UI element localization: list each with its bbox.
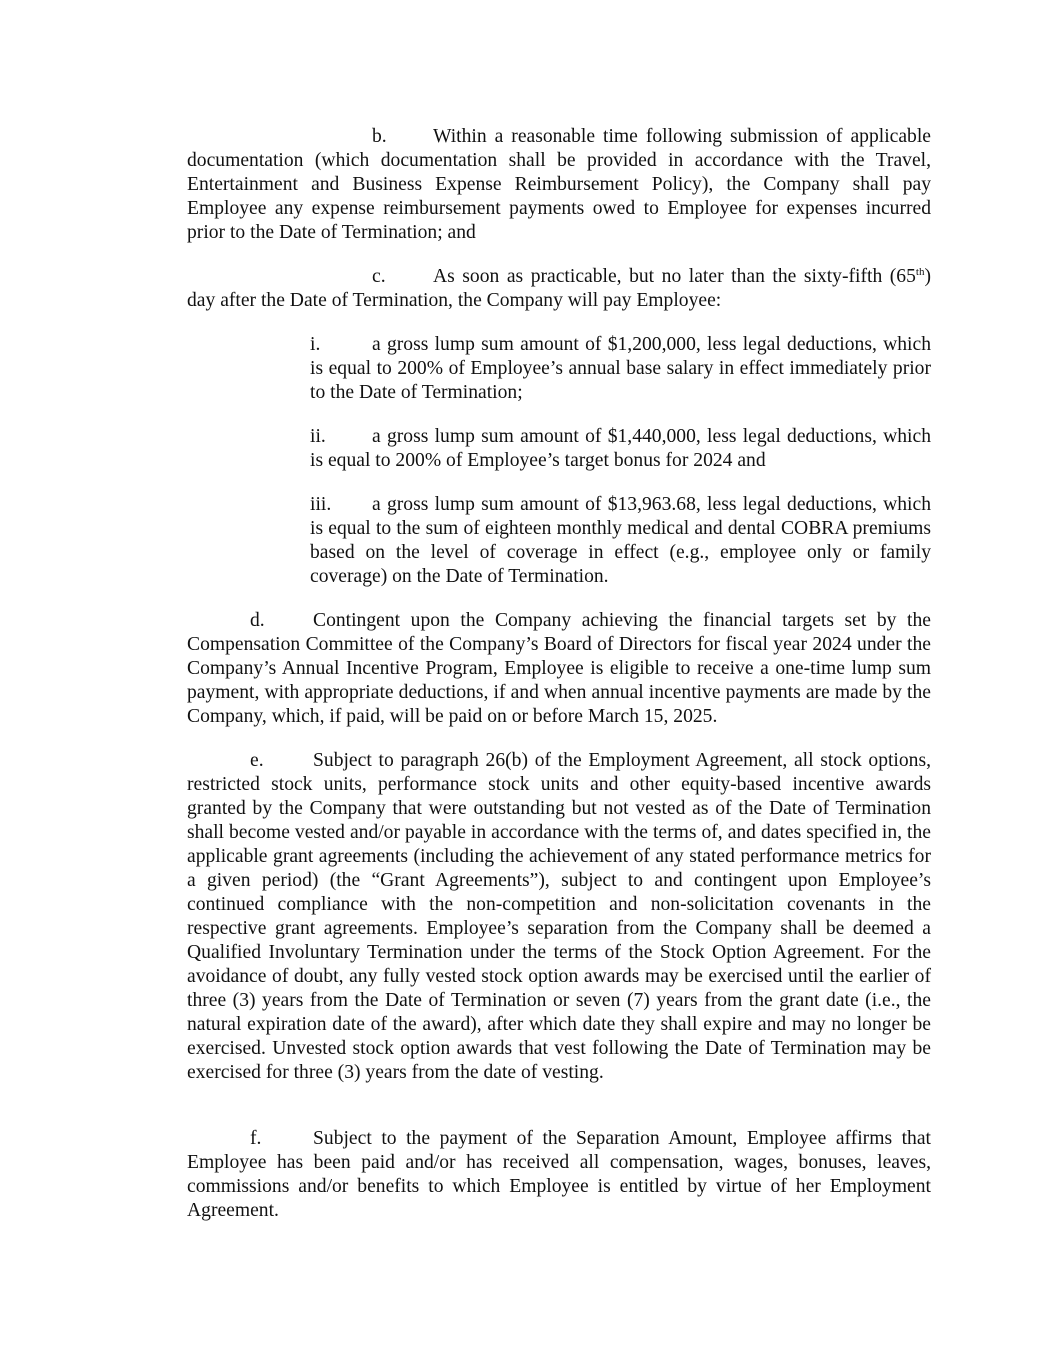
paragraph-e-label: e.: [250, 750, 264, 771]
paragraph-c-label: c.: [372, 266, 386, 287]
paragraph-b-label: b.: [372, 126, 387, 147]
sub-item-ii: [310, 425, 931, 473]
paragraph-e-text: Subject to paragraph 26(b) of the Employment Agreement, all stock options, restricted stock units, performance stock units and other equity-based incentive awards granted by the Company that were outstanding but not vested as of the Date of Termination shall become vested and/or payable in accordance with the terms of, and dates specified in, the applicable grant agreements (including the achievement of any stated performance metrics for a given period) (the “Grant Agreements”), subject to and contingent upon Employee’s continued compliance with the non-competition and non-solicitation covenants in the respective grant agreements. Employee’s separation from the Company shall be deemed a Qualified Involuntary Termination under the terms of the Stock Option Agreement. For the avoidance of doubt, any fully vested stock option awards may be exercised until the earlier of three (3) years from the Date of Termination or seven (7) years from the grant date (i.e., the natural expiration date of the award), after which date they shall expire and may no longer be exercised. Unvested stock option awards that vest following the Date of Termination may be exercised for three (3) years from the date of vesting.: [187, 750, 931, 1083]
paragraph-c-superscript: th: [915, 266, 925, 278]
paragraph-d-text: Contingent upon the Company achieving the financial targets set by the Compensation Committee of the Company’s Board of Directors for fiscal year 2024 under the Company’s Annual Incentive Program, Employee is eligible to receive a one-time lump sum payment, with appropriate deductions, if and when annual incentive payments are made by the Company, which, if paid, will be paid on or before March 15, 2025.: [187, 610, 931, 727]
paragraph-f-label: f.: [250, 1128, 262, 1149]
paragraph-c-text-before: As soon as practicable, but no later than the sixty-fifth (65: [433, 266, 916, 287]
paragraph-d-label: d.: [250, 610, 265, 631]
paragraph-c: [187, 265, 931, 313]
paragraph-c-text-after: ) day after the Date of Termination, the Company will pay Employee:: [187, 266, 931, 311]
paragraph-d: [187, 609, 931, 729]
sub-item-ii-text: a gross lump sum amount of $1,440,000, less legal deductions, which is equal to 200% of Employee’s target bonus for 2024 and: [310, 426, 931, 471]
paragraph-b-text: Within a reasonable time following submission of applicable documentation (which documentation shall be provided in accordance with the Travel, Entertainment and Business Expense Reimbursement Policy), the Company shall pay Employee any expense reimbursement payments owed to Employee for expenses incurred prior to the Date of Termination; and: [187, 126, 931, 243]
paragraph-b: [187, 125, 931, 245]
sub-item-iii: [310, 493, 931, 589]
sub-item-i-label: i.: [310, 334, 321, 355]
sub-item-iii-text: a gross lump sum amount of $13,963.68, less legal deductions, which is equal to the sum of eighteen monthly medical and dental COBRA premiums based on the level of coverage in effect (e.g., employee only or family coverage) on the Date of Termination.: [310, 494, 931, 587]
sub-item-i: [310, 333, 931, 405]
sub-item-iii-label: iii.: [310, 494, 332, 515]
sub-item-ii-label: ii.: [310, 426, 326, 447]
paragraph-f: [187, 1127, 931, 1223]
paragraph-e: [187, 749, 931, 1085]
paragraph-f-text: Subject to the payment of the Separation Amount, Employee affirms that Employee has been paid and/or has received all compensation, wages, bonuses, leaves, commissions and/or benefits to which Employee is entitled by virtue of her Employment Agreement.: [187, 1128, 931, 1221]
sub-item-i-text: a gross lump sum amount of $1,200,000, less legal deductions, which is equal to 200% of Employee’s annual base salary in effect immediately prior to the Date of Termination;: [310, 334, 931, 403]
